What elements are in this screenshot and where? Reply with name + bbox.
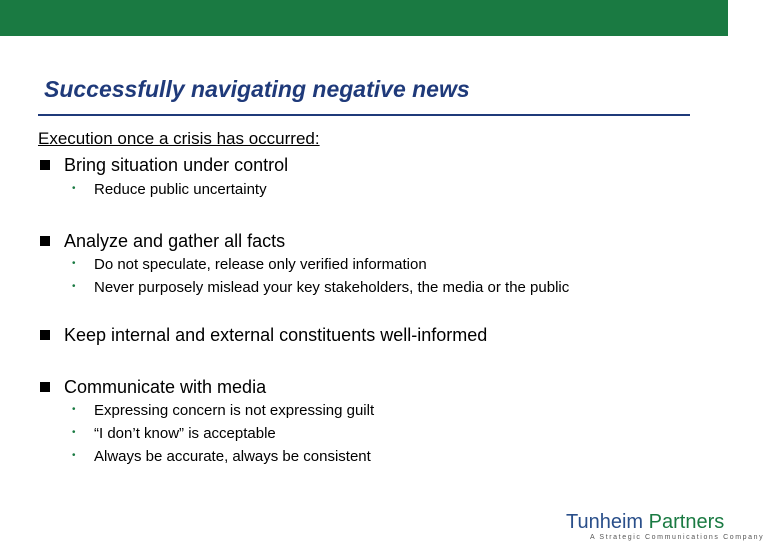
- logo-name-part1: Tunheim: [566, 511, 644, 533]
- bullet-text: Communicate with media: [64, 377, 267, 397]
- sub-bullet-text: Reduce public uncertainty: [94, 181, 267, 198]
- dot-bullet-icon: •: [72, 450, 76, 461]
- dot-bullet-icon: •: [72, 281, 76, 292]
- title-underline-rule: [38, 114, 690, 116]
- bullet-text: Keep internal and external constituents well-informed: [64, 325, 488, 345]
- logo-tagline: A Strategic Communications Company: [590, 534, 764, 541]
- logo-wordmark: [566, 511, 724, 533]
- dot-bullet-icon: •: [72, 404, 76, 415]
- sub-bullet-text: Expressing concern is not expressing guilt: [94, 402, 375, 419]
- square-bullet-icon: [40, 330, 50, 340]
- sub-bullet-text: Do not speculate, release only verified information: [94, 256, 427, 273]
- company-logo: [566, 511, 764, 541]
- slide-title: Successfully navigating negative news: [44, 76, 470, 102]
- square-bullet-icon: [40, 160, 50, 170]
- square-bullet-icon: [40, 236, 50, 246]
- dot-bullet-icon: •: [72, 183, 76, 194]
- bullet-text: Analyze and gather all facts: [64, 231, 286, 251]
- dot-bullet-icon: •: [72, 427, 76, 438]
- intro-text: Execution once a crisis has occurred:: [38, 129, 320, 148]
- square-bullet-icon: [40, 382, 50, 392]
- sub-bullet-text: Always be accurate, always be consistent: [94, 448, 371, 465]
- header-bar: [0, 0, 728, 36]
- logo-name-part2: Partners: [648, 511, 725, 533]
- sub-bullet-text: “I don’t know” is acceptable: [94, 425, 276, 442]
- dot-bullet-icon: •: [72, 258, 76, 269]
- bullet-text: Bring situation under control: [64, 155, 289, 175]
- sub-bullet-text: Never purposely mislead your key stakeholders, the media or the public: [94, 279, 570, 296]
